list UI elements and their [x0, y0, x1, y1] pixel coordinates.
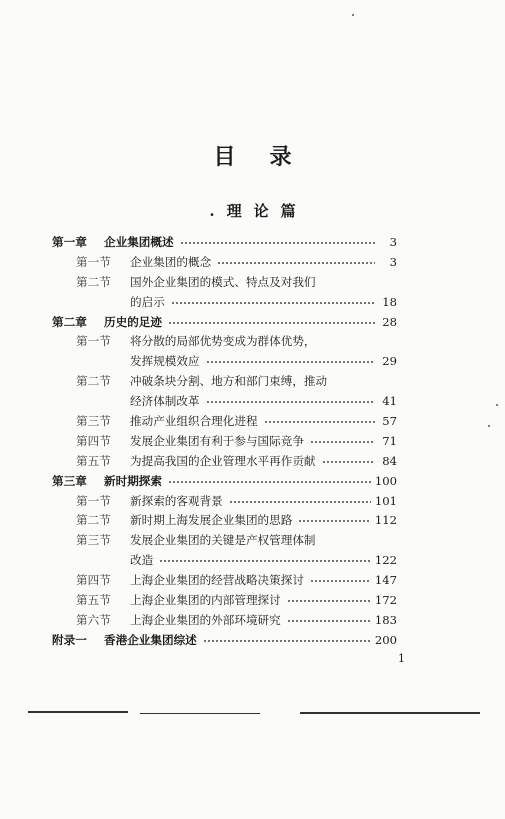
- dot-leader: [206, 392, 397, 412]
- entry-label: 第二节: [76, 274, 111, 289]
- dot-leader: [298, 511, 397, 531]
- entry-page-number: 101: [374, 493, 397, 508]
- page-title: 目录: [213, 144, 326, 170]
- dot-leader: [168, 472, 397, 492]
- toc-section-entry: [52, 253, 397, 273]
- entry-title: 发展企业集团的关键是产权管理体制: [130, 533, 316, 548]
- entry-page-number: 28: [382, 314, 397, 329]
- entry-title: 上海企业集团的外部环境研究: [130, 612, 281, 627]
- entry-label: 第五节: [76, 593, 111, 608]
- entry-label: 第一节: [76, 254, 111, 269]
- speck: [496, 404, 498, 406]
- entry-label: 第二章: [52, 314, 87, 329]
- dot-leader: [310, 571, 397, 591]
- entry-label: 附录一: [52, 632, 87, 647]
- entry-title: 新探索的客观背景: [130, 493, 223, 508]
- entry-title: 国外企业集团的模式、特点及对我们: [130, 274, 316, 289]
- dot-leader: [310, 432, 397, 452]
- dot-leader: [217, 253, 397, 273]
- toc-section-entry: [52, 591, 397, 611]
- entry-page-number: 100: [374, 473, 397, 488]
- dot-leader: [322, 452, 397, 472]
- entry-page-number: 172: [374, 593, 397, 608]
- entry-title: 新时期探索: [104, 473, 162, 488]
- entry-title: 改造: [130, 553, 154, 568]
- toc-chapter-entry: [52, 631, 397, 651]
- entry-label: 第一节: [76, 334, 111, 349]
- entry-page-number: 3: [389, 235, 397, 249]
- speck: [488, 425, 490, 427]
- entry-page-number: 122: [374, 553, 397, 568]
- entry-page-number: 3: [389, 254, 397, 269]
- toc-section-entry: [52, 293, 397, 313]
- entry-label: 第一章: [52, 235, 87, 249]
- dot-leader: [229, 492, 397, 512]
- bottom-rule: [28, 711, 128, 713]
- entry-title: 发展企业集团有利于参与国际竞争: [130, 433, 304, 448]
- dot-leader: [287, 611, 397, 631]
- speck: [352, 14, 354, 16]
- toc-section-entry: [52, 392, 397, 412]
- entry-page-number: 200: [374, 632, 397, 647]
- entry-title: 企业集团的概念: [130, 254, 212, 269]
- dot-leader: [159, 551, 397, 571]
- toc-section-entry: [52, 432, 397, 452]
- part-title: .理论篇: [209, 202, 308, 220]
- entry-page-number: 57: [382, 414, 397, 429]
- entry-label: 第一节: [76, 493, 111, 508]
- toc-chapter-entry: [52, 472, 397, 492]
- table-of-contents: [52, 233, 397, 651]
- toc-section-entry: [52, 352, 397, 372]
- toc-section-entry: [52, 611, 397, 631]
- toc-section-entry: [52, 551, 397, 571]
- dot-leader: [203, 631, 397, 651]
- entry-label: 第二节: [76, 374, 111, 389]
- entry-title: 推动产业组织合理化进程: [130, 414, 258, 429]
- entry-label: 第六节: [76, 612, 111, 627]
- entry-page-number: 18: [382, 294, 397, 309]
- dot-leader: [171, 293, 397, 313]
- entry-label: 第四节: [76, 433, 111, 448]
- entry-label: 第二节: [76, 513, 111, 528]
- toc-section-entry: [52, 372, 397, 392]
- toc-section-entry: [52, 452, 397, 472]
- dot-leader: [264, 412, 397, 432]
- entry-label: 第三节: [76, 414, 111, 429]
- entry-label: 第四节: [76, 573, 111, 588]
- toc-section-entry: [52, 273, 397, 293]
- entry-title: 企业集团概述: [104, 235, 174, 249]
- entry-label: 第三章: [52, 473, 87, 488]
- entry-page-number: 147: [374, 573, 397, 588]
- entry-title: 经济体制改革: [130, 394, 200, 409]
- entry-label: 第三节: [76, 533, 111, 548]
- dot-leader: [287, 591, 397, 611]
- entry-title: 将分散的局部优势变成为群体优势，: [130, 334, 316, 349]
- toc-section-entry: [52, 412, 397, 432]
- entry-title: 的启示: [130, 294, 165, 309]
- entry-title: 冲破条块分割、地方和部门束缚，推动: [130, 374, 328, 389]
- entry-label: 第五节: [76, 453, 111, 468]
- bottom-rule: [300, 712, 480, 714]
- dot-leader: [168, 313, 397, 333]
- entry-title: 香港企业集团综述: [104, 632, 197, 647]
- entry-title: 上海企业集团的内部管理探讨: [130, 593, 281, 608]
- bottom-rule: [140, 713, 260, 714]
- entry-page-number: 84: [382, 453, 397, 468]
- toc-section-entry: [52, 492, 397, 512]
- entry-page-number: 183: [374, 612, 397, 627]
- entry-page-number: 41: [382, 394, 397, 409]
- dot-leader: [206, 352, 397, 372]
- entry-title: 上海企业集团的经营战略决策探讨: [130, 573, 304, 588]
- entry-page-number: 29: [382, 354, 397, 369]
- entry-page-number: 71: [382, 433, 397, 448]
- toc-section-entry: [52, 511, 397, 531]
- toc-section-entry: [52, 332, 397, 352]
- dot-leader: [180, 233, 397, 253]
- toc-chapter-entry: [52, 233, 397, 253]
- entry-page-number: 112: [374, 513, 397, 528]
- entry-title: 发挥规模效应: [130, 354, 200, 369]
- entry-title: 新时期上海发展企业集团的思路: [130, 513, 293, 528]
- entry-title: 为提高我国的企业管理水平再作贡献: [130, 453, 316, 468]
- toc-section-entry: [52, 531, 397, 551]
- entry-title: 历史的足迹: [104, 314, 162, 329]
- toc-chapter-entry: [52, 313, 397, 333]
- toc-section-entry: [52, 571, 397, 591]
- page-number: 1: [398, 652, 405, 665]
